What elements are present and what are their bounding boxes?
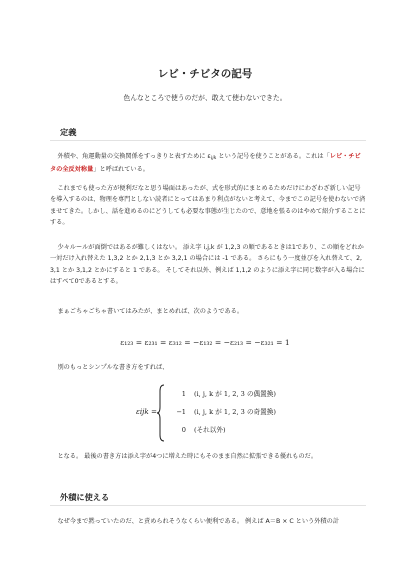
page-title: レビ・チビタの記号	[157, 68, 253, 80]
case-value: −1	[176, 408, 186, 416]
section-divider	[50, 140, 366, 141]
highlighted-term: レビ・チビタの全反対称量	[50, 153, 361, 174]
levi-civita-equation: ε₁₂₃ = ε₂₃₁ = ε₃₁₂ = −ε₁₃₂ = −ε₂₁₃ = −ε₃₂₁ = 1	[120, 338, 290, 347]
section-heading-cross-product: 外積に使える	[60, 492, 110, 502]
case-row-odd	[169, 406, 276, 416]
case-value: 0	[181, 426, 186, 434]
cases-formula	[136, 384, 296, 442]
section-divider	[50, 505, 366, 506]
paragraph-cross-product-intro: なぜ今まで黙っていたのだ、と責められそうなくらい便利である。 例えば A＝B × C という外積の計	[57, 518, 339, 525]
paragraph-summary-intro: まぁごちゃごちゃ書いてはみたが、まとめれば、次のようである。	[57, 308, 244, 315]
paragraph-rules: 少々ルールが面倒ではあるが難しくはない。 添え字 i,j,k が 1,2,3 の順であるときは1であり、この順をどれか一対だけ入れ替えた 1,3,2 とか 2,1,3 とか 3,2,1 の場合には -1 である。 さらにもう一度並びを入れ替えて、2,3,1 とか 3,1,2 とかにすると 1 である。 そしてそれ以外、例えば 1,1,2 のように添え字に同じ数字が入る場合にはすべて0であるとする。	[50, 244, 365, 285]
page-subtitle: 色んなところで使うのだが、敢えて使わないできた。	[123, 94, 287, 102]
left-brace	[156, 384, 166, 442]
section-heading-definition: 定義	[60, 127, 77, 137]
paragraph-simpler-form: 別のもっとシンプルな書き方をすれば、	[57, 364, 169, 371]
case-condition: (それ以外)	[194, 426, 226, 434]
text-segment: 」と呼ばれている。	[93, 166, 149, 174]
case-condition: (i, j, k が 1, 2, 3 の偶置換)	[194, 390, 276, 398]
case-row-other	[169, 424, 226, 434]
cases-lhs: εijk =	[136, 407, 158, 416]
case-value: 1	[181, 390, 186, 398]
text-segment: という記号を使うことがある。これは「	[216, 153, 330, 160]
case-row-even	[169, 388, 276, 398]
case-condition: (i, j, k が 1, 2, 3 の奇置換)	[194, 408, 276, 416]
text-segment: 外積や、角運動量の交換関係をすっきりと表すために ε	[57, 153, 211, 160]
subscript: ijk	[210, 156, 217, 161]
paragraph-motivation: これまでも使った方が便利だなと思う場面はあったが、式を形式的にまとめるためだけにわざわざ新しい記号を導入するのは、物理を専門としない読者にとってはあまり利点がないと考えて、今までこの記号を使わないで済ませてきた。しかし、話を進めるのにどうしても必要な事態が生じたので、意地を張るのはやめて紹介することにする。	[50, 185, 366, 226]
paragraph-definition-intro	[50, 151, 366, 176]
paragraph-extension-note: となる。 最後の書き方は添え字が4つに増えた時にもそのまま自然に拡張できる優れものだ。	[57, 453, 318, 460]
